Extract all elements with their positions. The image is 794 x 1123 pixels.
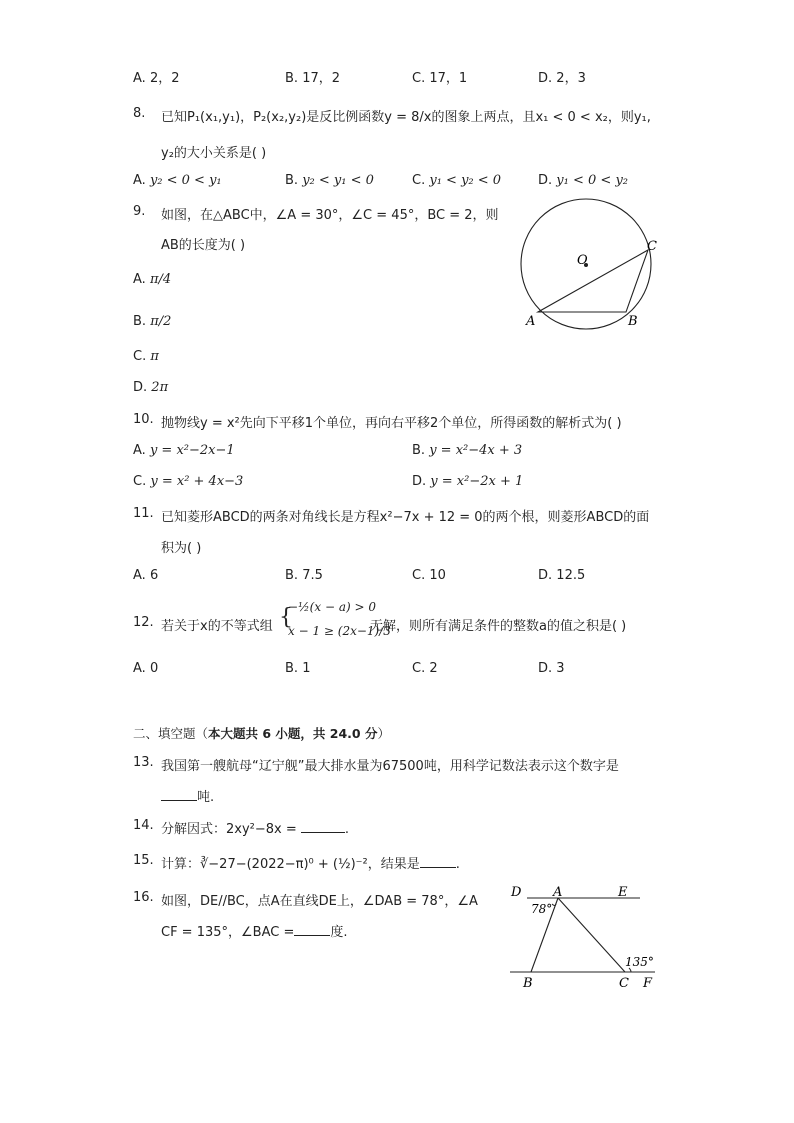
q12-option-b: B. 1 — [285, 661, 311, 676]
q10-line1: 抛物线y = x²先向下平移1个单位，再向右平移2个单位，所得函数的解析式为( ) — [161, 416, 622, 431]
q12-option-a: A. 0 — [133, 661, 159, 676]
q8-option-d: D. y₁ < 0 < y₂ — [538, 173, 628, 188]
q16-answer-blank[interactable] — [294, 923, 330, 936]
q15-line — [161, 853, 460, 872]
q14-prefix: 分解因式：2xy²−8x = — [161, 822, 297, 837]
q10-option-b: B. y = x²−4x + 3 — [412, 443, 523, 458]
q10-option-a: A. y = x²−2x−1 — [133, 443, 235, 458]
q13-line2 — [161, 786, 214, 805]
q8-number: 8. — [133, 106, 146, 121]
q13-answer-blank[interactable] — [161, 788, 197, 801]
q16-line1: 如图，DE//BC，点A在直线DE上，∠DAB = 78°，∠A — [161, 894, 478, 909]
q8-line2: y₂的大小关系是( ) — [161, 146, 267, 161]
q8-option-c: C. y₁ < y₂ < 0 — [412, 173, 502, 188]
label-c: C — [619, 976, 629, 991]
section-2-bold: 本大题共 6 小题，共 24.0 分 — [208, 726, 378, 741]
label-e: E — [618, 885, 628, 900]
q10-option-d: D. y = x²−2x + 1 — [412, 474, 524, 489]
q7-option-b: B. 17，2 — [285, 71, 341, 86]
label-c: C — [647, 239, 657, 254]
q16-line2-prefix: CF = 135°，∠BAC = — [161, 925, 295, 940]
q9-line1: 如图，在△ABC中，∠A = 30°，∠C = 45°，BC = 2，则 — [161, 208, 499, 223]
q15-prefix: 计算：∛−27−(2022−π)⁰ + (½)⁻²，结果是 — [161, 857, 420, 872]
q11-option-d: D. 12.5 — [538, 568, 586, 583]
q14-suffix: . — [344, 822, 350, 837]
label-angle-135: 135° — [625, 955, 654, 969]
q11-line2: 积为( ) — [161, 541, 202, 556]
q11-option-a: A. 6 — [133, 568, 159, 583]
q13-number: 13. — [133, 755, 154, 770]
q12-inequality-1: −½(x − a) > 0 — [288, 600, 376, 614]
q11-option-b: B. 7.5 — [285, 568, 323, 583]
q11-number: 11. — [133, 506, 154, 521]
label-a: A — [553, 885, 563, 900]
q9-option-b: B. π/2 — [133, 314, 172, 329]
q11-line1: 已知菱形ABCD的两条对角线长是方程x²−7x + 12 = 0的两个根，则菱形ABCD的面 — [161, 510, 650, 525]
q16-parallel-lines-figure — [505, 880, 665, 992]
q10-option-c: C. y = x² + 4x−3 — [133, 474, 244, 489]
q12-suffix: 无解，则所有满足条件的整数a的值之积是( ) — [370, 619, 627, 634]
label-angle-78: 78° — [531, 902, 553, 916]
q9-circle-figure — [515, 198, 665, 338]
q16-line2-suffix: 度. — [330, 925, 348, 940]
q13-line2-suffix: 吨. — [197, 790, 215, 805]
angle-dab-arc — [552, 904, 556, 906]
label-o: O — [577, 253, 588, 268]
q9-option-a: A. π/4 — [133, 272, 172, 287]
q9-number: 9. — [133, 204, 146, 219]
q15-answer-blank[interactable] — [420, 855, 456, 868]
q10-number: 10. — [133, 412, 154, 427]
q8-option-b: B. y₂ < y₁ < 0 — [285, 173, 374, 188]
q7-option-d: D. 2，3 — [538, 71, 586, 86]
q16-number: 16. — [133, 890, 154, 905]
q7-option-c: C. 17，1 — [412, 71, 468, 86]
q9-option-d: D. 2π — [133, 380, 169, 395]
segment-ac — [558, 898, 625, 972]
label-b: B — [628, 314, 638, 329]
section-2-heading — [133, 724, 390, 742]
q15-suffix: . — [455, 857, 460, 872]
q7-option-a: A. 2，2 — [133, 71, 180, 86]
q14-answer-blank[interactable] — [301, 820, 345, 833]
label-b: B — [523, 976, 533, 991]
q12-option-d: D. 3 — [538, 661, 565, 676]
q13-line1: 我国第一艘航母“辽宁舰”最大排水量为67500吨，用科学记数法表示这个数字是 — [161, 759, 619, 774]
q9-line2: AB的长度为( ) — [161, 238, 246, 253]
q11-option-c: C. 10 — [412, 568, 446, 583]
label-a: A — [526, 314, 536, 329]
section-2-prefix: 二、填空题（ — [133, 726, 209, 741]
triangle-abc — [538, 250, 648, 312]
label-f: F — [643, 976, 653, 991]
q15-number: 15. — [133, 853, 154, 868]
q8-line1: 已知P₁(x₁,y₁)，P₂(x₂,y₂)是反比例函数y = 8/x的图象上两点，且x₁ < 0 < x₂，则y₁, — [161, 110, 651, 125]
q8-option-a: A. y₂ < 0 < y₁ — [133, 173, 222, 188]
section-2-suffix: ） — [377, 726, 390, 741]
q12-prefix: 若关于x的不等式组 — [161, 619, 273, 634]
q12-brace: { — [279, 605, 293, 630]
q14-line — [161, 818, 349, 837]
q14-number: 14. — [133, 818, 154, 833]
q12-number: 12. — [133, 615, 154, 630]
q9-option-c: C. π — [133, 349, 159, 364]
label-d: D — [511, 885, 522, 900]
q16-line2 — [161, 921, 348, 940]
q12-inequality-2: x − 1 ≥ (2x−1)/3 — [288, 624, 391, 638]
q12-option-c: C. 2 — [412, 661, 438, 676]
